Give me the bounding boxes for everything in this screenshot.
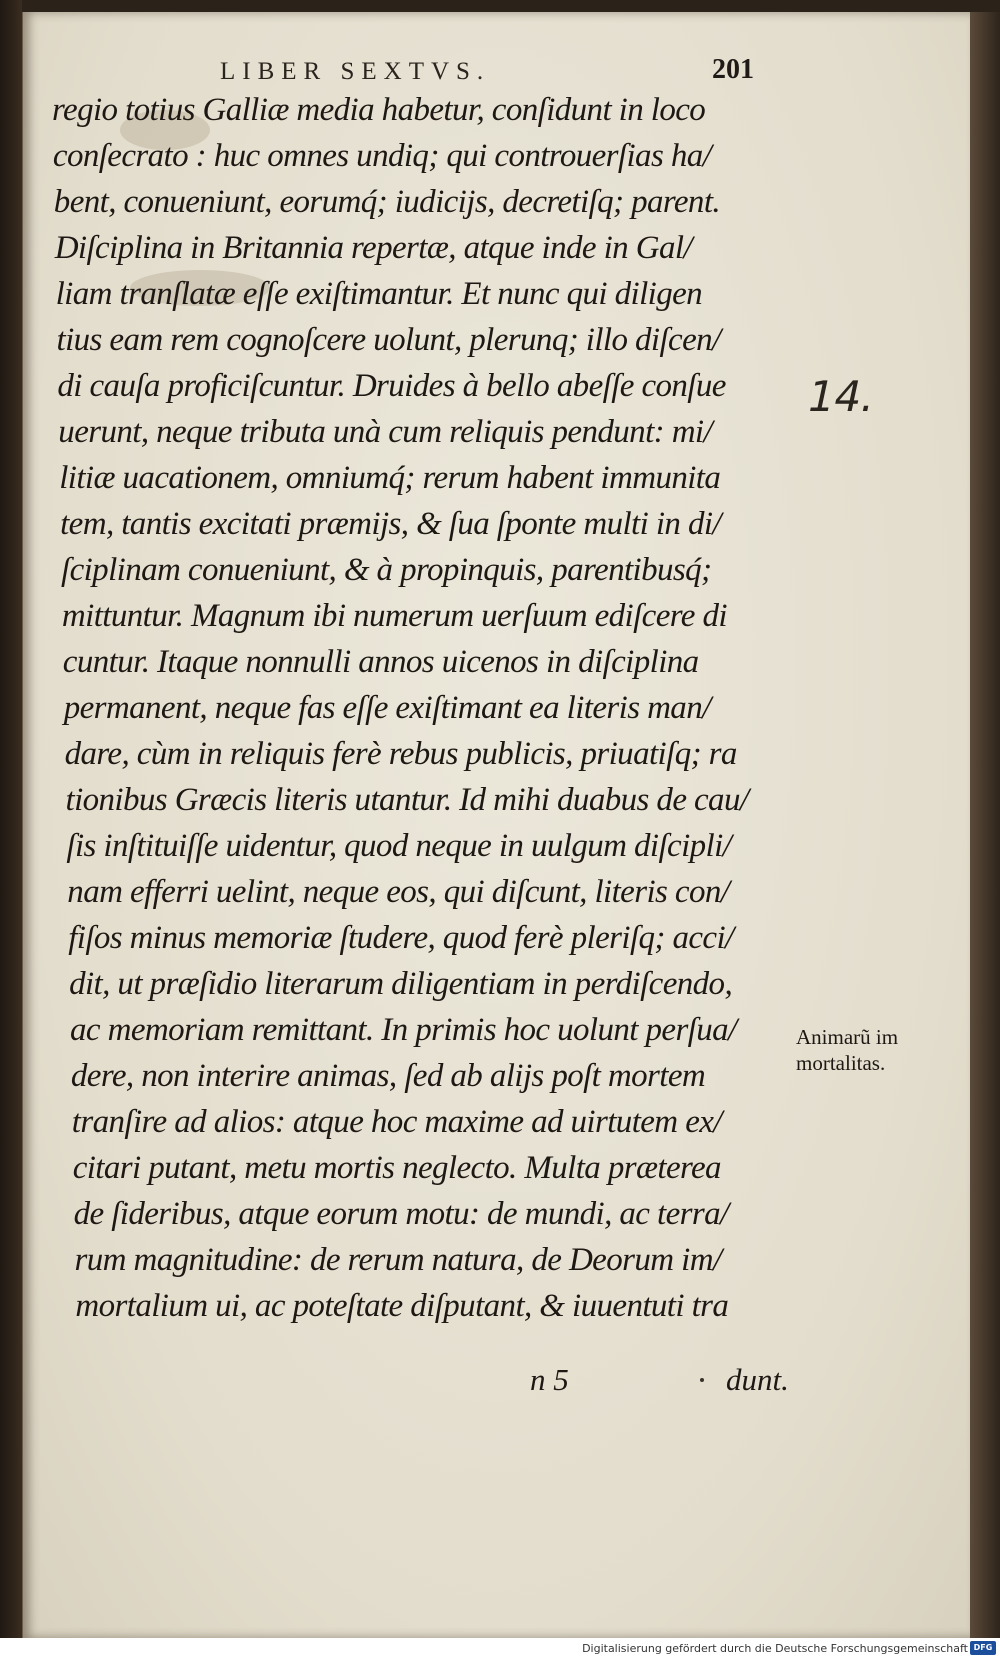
dot-mark [700,1378,704,1382]
text-line: cuntur. Itaque nonnulli annos uicenos in diſciplina [62,644,699,680]
text-line: conſecrato : huc omnes undiq; qui controuerſias ha/ [52,138,712,174]
dfg-logo: DFG [970,1641,996,1655]
text-line: ſciplinam conueniunt, & à propinquis, parentibusq́; [61,552,712,588]
scan-top-edge [0,0,1000,12]
text-line: mittuntur. Magnum ibi numerum uerſuum ediſcere di [61,598,727,634]
page-fore-edge [970,12,1000,1638]
text-line: rum magnitudine: de rerum natura, de Deorum im/ [74,1242,722,1278]
text-line: tionibus Græcis literis utantur. Id mihi duabus de cau/ [65,782,749,818]
text-line: uerunt, neque tributa unà cum reliquis pendunt: mi/ [58,414,713,450]
page-number: 201 [712,54,754,85]
printed-side-note [796,1024,898,1076]
text-line: mortalium ui, ac poteſtate diſputant, & iuuentuti tra [75,1288,729,1324]
text-line: tem, tantis excitati præmijs, & ſua ſponte multi in di/ [60,506,721,542]
text-line: permanent, neque fas eſſe exiſtimant ea literis man/ [63,690,711,726]
book-gutter [0,0,22,1658]
text-line: litiæ uacationem, omniumq́; rerum habent immunita [59,460,721,496]
side-note-line: mortalitas. [796,1051,886,1075]
text-line: citari putant, metu mortis neglecto. Multa præterea [72,1150,721,1186]
signature-mark: n 5 [530,1362,569,1397]
footer-credit: Digitalisierung gefördert durch die Deutsche Forschungsgemeinschaft [582,1642,968,1655]
side-note-line: Animarũ im [796,1025,899,1049]
text-line: di cauſa proficiſcuntur. Druides à bello abeſſe conſue [57,368,726,404]
text-line: tranſire ad alios: atque hoc maxime ad uirtutem ex/ [71,1104,722,1140]
text-line: ſis inſtituiſſe uidentur, quod neque in uulgum diſcipli/ [66,828,732,864]
text-line: de ſideribus, atque eorum motu: de mundi, ac terra/ [73,1196,729,1232]
text-line: nam efferri uelint, neque eos, qui diſcunt, literis con/ [67,874,730,910]
text-line: liam tranſlatæ eſſe exiſtimantur. Et nunc qui diligen [55,276,703,312]
text-line: ac memoriam remittant. In primis hoc uolunt perſua/ [70,1012,737,1048]
catchword: dunt. [726,1362,789,1397]
text-line: bent, conueniunt, eorumq́; iudicijs, decretiſq; parent. [53,184,721,220]
text-line: Diſciplina in Britannia repertæ, atque inde in Gal/ [54,230,692,266]
text-line: regio totius Galliæ media habetur, conſidunt in loco [52,92,706,128]
text-line: tius eam rem cognoſcere uolunt, plerunq; illo diſcen/ [56,322,721,358]
text-line: fiſos minus memoriæ ſtudere, quod ferè pleriſq; acci/ [68,920,734,956]
text-line: dere, non interire animas, ſed ab alijs poſt mortem [70,1058,706,1094]
handwritten-margin-note: 14. [802,372,881,421]
text-line: dare, cùm in reliquis ferè rebus publicis, priuatiſq; ra [64,736,737,772]
running-head: LIBER SEXTVS. [220,58,491,85]
text-line: dit, ut præſidio literarum diligentiam in perdiſcendo, [69,966,733,1002]
